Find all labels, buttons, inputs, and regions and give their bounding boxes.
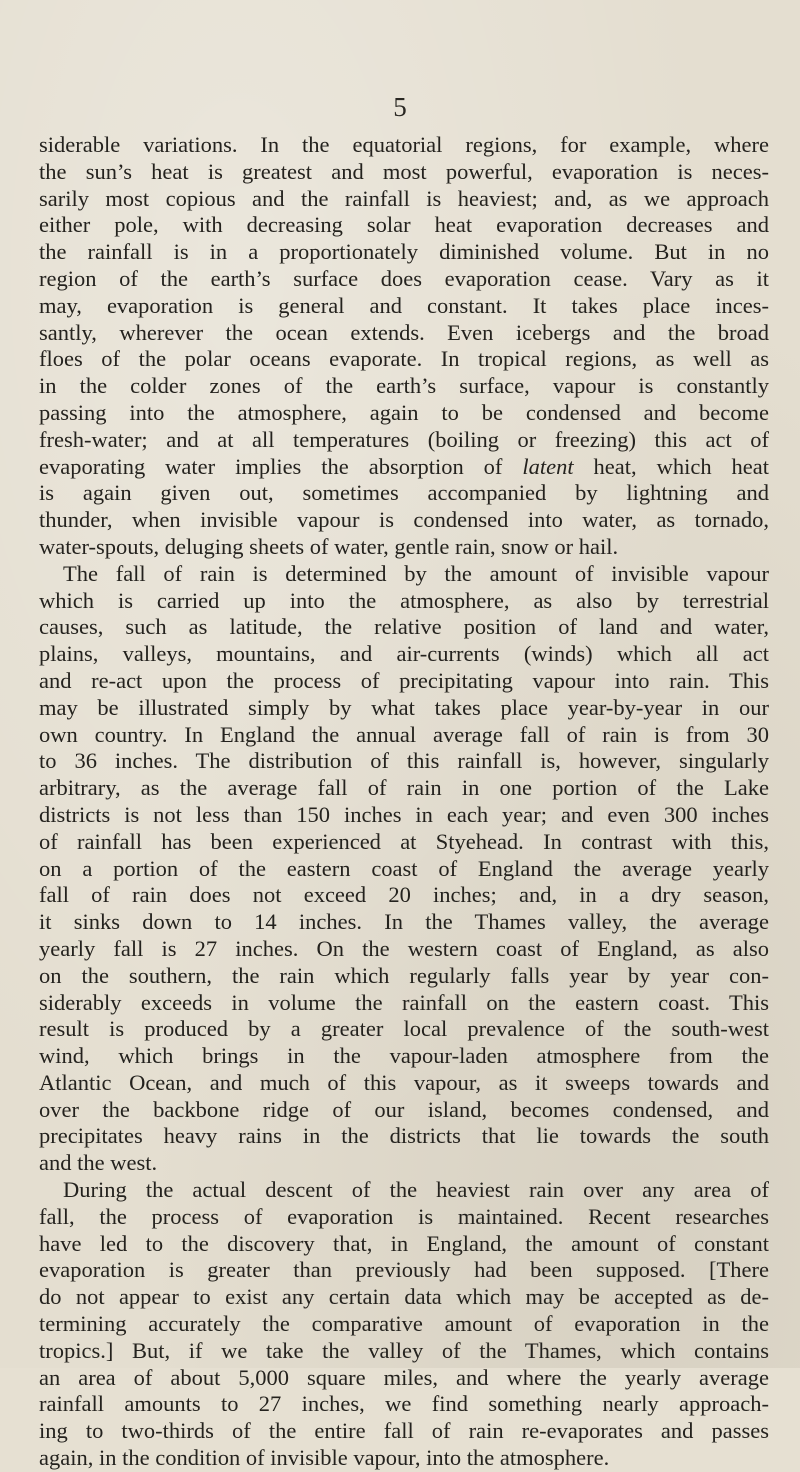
text-line: causes, such as latitude, the relative position of land and water, — [39, 614, 769, 640]
text-line: may, evaporation is general and constant. It takes place inces- — [39, 292, 769, 318]
text-line: which is carried up into the atmosphere, as also by terrestrial — [39, 587, 769, 613]
text-line: siderable variations. In the equatorial regions, for example, where — [39, 132, 769, 157]
text-line: result is produced by a greater local prevalence of the south-west — [39, 1016, 769, 1042]
text-segment: evaporating water implies the absorption of — [39, 453, 523, 479]
text-line: sarily most copious and the rainfall is heaviest; and, as we approach — [39, 185, 769, 211]
text-line: and re-act upon the process of precipitating vapour into rain. This — [39, 667, 769, 693]
text-line: rainfall amounts to 27 inches, we find something nearly approach- — [39, 1391, 769, 1417]
paragraph — [39, 561, 769, 1177]
text-line: the sun’s heat is greatest and most powerful, evaporation is neces- — [39, 158, 769, 184]
text-line: have led to the discovery that, in England, the amount of constant — [39, 1230, 769, 1256]
text-line: either pole, with decreasing solar heat evaporation decreases and — [39, 212, 769, 238]
text-line: over the backbone ridge of our island, becomes condensed, and — [39, 1096, 769, 1122]
text-line: precipitates heavy rains in the districts that lie towards the south — [39, 1123, 769, 1149]
text-line: arbitrary, as the average fall of rain in one portion of the Lake — [39, 775, 769, 801]
text-segment: heat, which heat — [573, 453, 770, 479]
text-line: own country. In England the annual average fall of rain is from 30 — [39, 721, 769, 747]
text-line: it sinks down to 14 inches. In the Thames valley, the average — [39, 909, 769, 935]
paragraph — [39, 132, 769, 561]
text-line: may be illustrated simply by what takes place year-by-year in our — [39, 694, 769, 720]
text-line: fresh-water; and at all temperatures (boiling or freezing) this act of — [39, 426, 769, 452]
text-line: floes of the polar oceans evaporate. In tropical regions, as well as — [39, 346, 769, 372]
text-line: The fall of rain is determined by the amount of invisible vapour — [63, 560, 769, 586]
text-line: in the colder zones of the earth’s surface, vapour is constantly — [39, 373, 769, 399]
body-text — [39, 132, 769, 1472]
text-line: to 36 inches. The distribution of this rainfall is, however, singularly — [39, 748, 769, 774]
text-line: the rainfall is in a proportionately diminished volume. But in no — [39, 239, 769, 265]
paragraph — [39, 1177, 769, 1472]
text-line: an area of about 5,000 square miles, and where the yearly average — [39, 1364, 769, 1390]
text-line: During the actual descent of the heaviest rain over any area of — [63, 1177, 769, 1203]
text-line: ing to two-thirds of the entire fall of rain re-evaporates and passes — [39, 1418, 769, 1444]
text-line: passing into the atmosphere, again to be condensed and become — [39, 399, 769, 425]
text-line: yearly fall is 27 inches. On the western coast of England, as also — [39, 935, 769, 961]
text-line: fall, the process of evaporation is maintained. Recent researches — [39, 1203, 769, 1229]
text-line — [39, 454, 769, 481]
text-line: and the west. — [39, 1150, 158, 1176]
text-line: santly, wherever the ocean extends. Even icebergs and the broad — [39, 319, 769, 345]
text-line: thunder, when invisible vapour is condensed into water, as tornado, — [39, 507, 769, 533]
text-line: water-spouts, deluging sheets of water, gentle rain, snow or hail. — [39, 533, 619, 559]
text-line: on the southern, the rain which regularly falls year by year con- — [39, 962, 769, 988]
italic-term: latent — [522, 453, 574, 479]
page-number: 5 — [393, 92, 407, 122]
text-line: termining accurately the comparative amount of evaporation in the — [39, 1311, 769, 1337]
text-line: do not appear to exist any certain data which may be accepted as de- — [39, 1284, 769, 1310]
text-line: Atlantic Ocean, and much of this vapour, as it sweeps towards and — [39, 1069, 769, 1095]
text-line: of rainfall has been experienced at Styehead. In contrast with this, — [39, 828, 769, 854]
text-line: fall of rain does not exceed 20 inches; and, in a dry season, — [39, 882, 769, 908]
text-line: wind, which brings in the vapour-laden atmosphere from the — [39, 1043, 769, 1069]
text-line: is again given out, sometimes accompanied by lightning and — [39, 480, 769, 506]
text-line: tropics.] But, if we take the valley of the Thames, which contains — [39, 1337, 769, 1363]
text-line: again, in the condition of invisible vapour, into the atmosphere. — [39, 1445, 610, 1471]
text-line: districts is not less than 150 inches in each year; and even 300 inches — [39, 801, 769, 827]
text-line: siderably exceeds in volume the rainfall on the eastern coast. This — [39, 989, 769, 1015]
text-line: evaporation is greater than previously had been supposed. [There — [39, 1257, 769, 1283]
text-line: on a portion of the eastern coast of England the average yearly — [39, 855, 769, 881]
text-line: plains, valleys, mountains, and air-currents (winds) which all act — [39, 641, 769, 667]
text-line: region of the earth’s surface does evaporation cease. Vary as it — [39, 265, 769, 291]
